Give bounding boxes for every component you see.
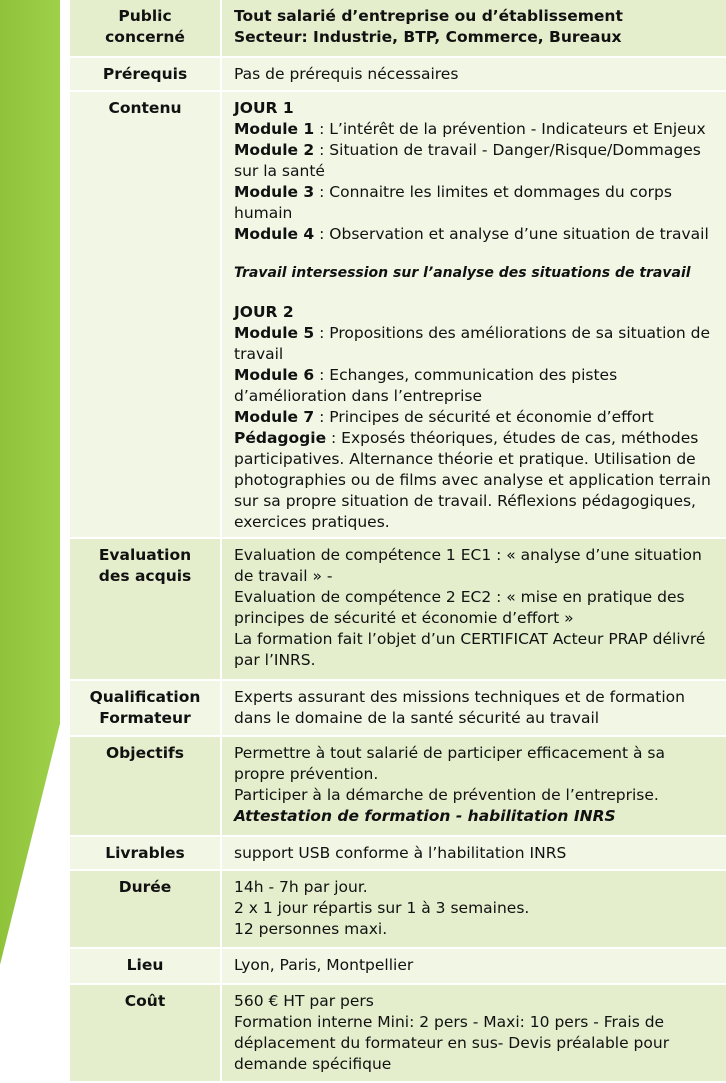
- duree-line-2: 2 x 1 jour répartis sur 1 à 3 semaines.: [234, 899, 530, 917]
- module-2: [234, 140, 718, 182]
- module-6-name: Module 6: [234, 366, 315, 384]
- module-1-name: Module 1: [234, 120, 315, 138]
- label-qualification-line-1: Qualification: [89, 688, 201, 706]
- value-objectifs: [220, 737, 726, 837]
- label-evaluation-line-2: des acquis: [98, 567, 192, 585]
- module-5: [234, 323, 718, 365]
- duree-line-3: 12 personnes maxi.: [234, 920, 388, 938]
- module-3-text: : Connaitre les limites et dommages du corps humain: [234, 183, 672, 222]
- value-public-line-1: Tout salarié d’entreprise ou d’établissement: [234, 7, 623, 25]
- row-cout: [70, 985, 726, 1083]
- cout-line-1: 560 € HT par pers: [234, 992, 374, 1010]
- value-contenu: [220, 92, 726, 539]
- module-4-text: : Observation et analyse d’une situation de travail: [314, 225, 709, 243]
- evaluation-line-3: La formation fait l’objet d’un CERTIFICAT Acteur PRAP délivré par l’INRS.: [234, 630, 706, 669]
- module-6-text: : Echanges, communication des pistes d’amélioration dans l’entreprise: [234, 366, 618, 405]
- cout-line-2: Formation interne Mini: 2 pers - Maxi: 10 pers - Frais de déplacement du formateur en sus- Devis préalable pour demande spécifique: [234, 1013, 670, 1073]
- row-livrables: [70, 837, 726, 871]
- module-4: [234, 224, 718, 245]
- value-lieu: Lyon, Paris, Montpellier: [220, 949, 726, 985]
- objectifs-line-2: Participer à la démarche de prévention de l’entreprise.: [234, 786, 659, 804]
- row-contenu: [70, 92, 726, 539]
- module-7: [234, 407, 718, 428]
- row-lieu: [70, 949, 726, 985]
- spacer: [234, 284, 718, 302]
- module-3-name: Module 3: [234, 183, 315, 201]
- label-lieu: Lieu: [70, 949, 220, 985]
- label-cout: Coût: [70, 985, 220, 1083]
- module-1: [234, 119, 718, 140]
- value-evaluation: [220, 539, 726, 681]
- row-qualification: [70, 681, 726, 737]
- value-duree: [220, 871, 726, 949]
- label-public-line-1: Public: [118, 7, 172, 25]
- evaluation-line-1: Evaluation de compétence 1 EC1 : « analyse d’une situation de travail » -: [234, 546, 702, 585]
- row-duree: [70, 871, 726, 949]
- value-public: [220, 0, 726, 58]
- training-info-table: [70, 0, 726, 1083]
- label-evaluation-line-1: Evaluation: [98, 546, 192, 564]
- label-objectifs: Objectifs: [70, 737, 220, 837]
- module-1-text: : L’intérêt de la prévention - Indicateurs et Enjeux: [314, 120, 706, 138]
- jour-1-heading: JOUR 1: [234, 99, 294, 117]
- jour-2-heading: JOUR 2: [234, 303, 294, 321]
- pedagogie-name: Pédagogie: [234, 429, 327, 447]
- module-6: [234, 365, 718, 407]
- label-qualification: [70, 681, 220, 737]
- row-objectifs: [70, 737, 726, 837]
- label-evaluation: [70, 539, 220, 681]
- module-4-name: Module 4: [234, 225, 315, 243]
- duree-line-1: 14h - 7h par jour.: [234, 878, 368, 896]
- row-public: [70, 0, 726, 58]
- row-prerequis: [70, 58, 726, 92]
- value-cout: [220, 985, 726, 1083]
- value-qualification: Experts assurant des missions techniques et de formation dans le domaine de la santé sécurité au travail: [220, 681, 726, 737]
- label-qualification-line-2: Formateur: [99, 709, 191, 727]
- pedagogie-text: : Exposés théoriques, études de cas, méthodes participatives. Alternance théorie et pratique. Utilisation de photographies ou de films avec analyse et application terrain sur sa propre situation de travail. Réflexions pédagogiques, exercices pratiques.: [234, 429, 711, 531]
- value-livrables: support USB conforme à l’habilitation INRS: [220, 837, 726, 871]
- module-5-text: : Propositions des améliorations de sa situation de travail: [234, 324, 711, 363]
- spacer: [234, 245, 718, 263]
- value-prerequis: Pas de prérequis nécessaires: [220, 58, 726, 92]
- label-public: [70, 0, 220, 58]
- module-7-text: : Principes de sécurité et économie d’effort: [314, 408, 654, 426]
- module-3: [234, 182, 718, 224]
- evaluation-line-2: Evaluation de compétence 2 EC2 : « mise en pratique des principes de sécurité et économie d’effort »: [234, 588, 685, 627]
- decorative-green-bar: [0, 0, 60, 1005]
- objectifs-attestation: Attestation de formation - habilitation INRS: [234, 807, 616, 825]
- label-contenu: Contenu: [70, 92, 220, 539]
- label-livrables: Livrables: [70, 837, 220, 871]
- intersession-note: Travail intersession sur l’analyse des situations de travail: [234, 265, 691, 281]
- module-2-name: Module 2: [234, 141, 315, 159]
- label-public-line-2: concerné: [105, 28, 185, 46]
- training-info-sheet: [70, 0, 726, 1073]
- value-public-line-2: Secteur: Industrie, BTP, Commerce, Bureaux: [234, 28, 622, 46]
- label-prerequis: Prérequis: [70, 58, 220, 92]
- module-2-text: : Situation de travail - Danger/Risque/Dommages sur la santé: [234, 141, 701, 180]
- module-5-name: Module 5: [234, 324, 315, 342]
- pedagogie: [234, 428, 718, 533]
- module-7-name: Module 7: [234, 408, 315, 426]
- objectifs-line-1: Permettre à tout salarié de participer efficacement à sa propre prévention.: [234, 744, 666, 783]
- row-evaluation: [70, 539, 726, 681]
- label-duree: Durée: [70, 871, 220, 949]
